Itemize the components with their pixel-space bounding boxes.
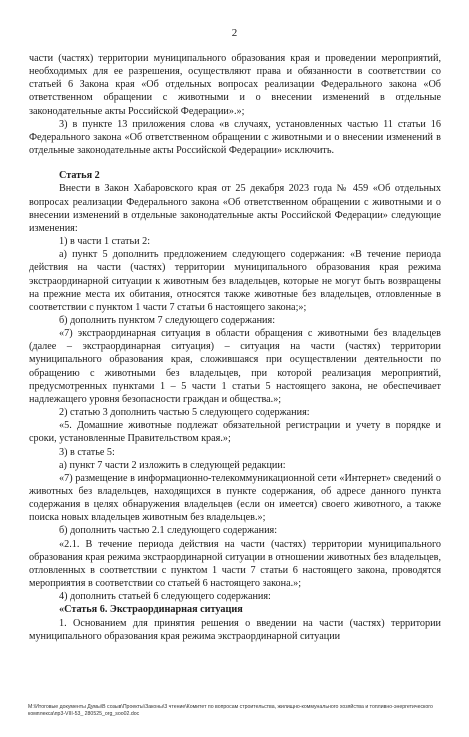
- page-number: 2: [231, 27, 238, 39]
- paragraph: 4) дополнить статьей 6 следующего содержания:: [59, 591, 271, 603]
- paragraph-spacer: [29, 157, 441, 169]
- paragraph: 1) в части 1 статьи 2:: [59, 236, 151, 248]
- paragraph: части (частях) территории муниципального образования края и проведении мероприятий, необходимых для ее разрешения, осуществляют права и обязанности в соответствии со статьей 6 Закона края «Об отдельных вопросах реализации Федерального закона «Об ответственном обращении с животными и о внесении изменений в отдельные законодательные акты Российской Федерации».»;: [29, 53, 441, 117]
- paragraph: Внести в Закон Хабаровского края от 25 декабря 2023 года № 459 «Об отдельных вопросах реализации Федерального закона «Об ответственном обращении с животными и о внесении изменений в отдельные законодательные акты Российской Федерации» следующие изменения:: [29, 183, 441, 234]
- paragraph: «7) экстраординарная ситуация в области обращения с животными без владельцев (далее – экстраординарная ситуация) – ситуация на части (частях) территории муниципального образования края, сложившаяся при осуществлении деятельности по обращению с животными без владельцев, при которой реализация мероприятий, предусмотренных пунктами 1 – 5 части 1 статьи 5 настоящего закона, не обеспечивает надлежащего уровня безопасности граждан и общества.»;: [29, 328, 441, 405]
- article-heading: Статья 2: [59, 170, 100, 182]
- paragraph: б) дополнить частью 2.1 следующего содержания:: [59, 525, 278, 537]
- paragraph: «2.1. В течение периода действия на части (частях) территории муниципального образования края режима экстраординарной ситуации в отношении животных без владельцев, отловленных в соответствии с пунктом 1 части 7 статьи 6 настоящего закона, проводятся мероприятия в соответствии со статьей 6 настоящего закона.»;: [29, 538, 441, 590]
- paragraph: 3) в статье 5:: [59, 446, 115, 458]
- document-body: [29, 52, 441, 643]
- paragraph: 3) в пункте 13 приложения слова «в случаях, установленных частью 11 статьи 16 Федерального закона «Об ответственном обращении с животными и о внесении изменений в отдельные законодательные акты Российской Федерации» исключить.: [29, 118, 441, 157]
- paragraph: б) дополнить пунктом 7 следующего содержания:: [59, 314, 276, 326]
- file-path-footer: M:\Итоговые документы Думы\В созыв\Проекты\Законы\3 чтение\Комитет по вопросам строительства, жилищно-коммунального хозяйства и топливно-энергетического комплекса\пр3-VIII-53_ 280525_org_soo02.doc: [28, 704, 433, 717]
- paragraph: «5. Домашние животные подлежат обязательной регистрации и учету в порядке и сроки, установленные Правительством края.»;: [29, 420, 441, 445]
- article-heading: «Статья 6. Экстраординарная ситуация: [59, 604, 243, 616]
- paragraph: 2) статью 3 дополнить частью 5 следующего содержания:: [59, 407, 310, 419]
- paragraph: «7) размещение в информационно-телекоммуникационной сети «Интернет» сведений о животных без владельцев, находящихся в пункте содержания, об адресе данного пункта содержания в целях обнаружения владельцев (если он имеется) своего животного, а также поиска новых владельцев животным без владельцев.»;: [29, 472, 441, 524]
- paragraph: а) пункт 7 части 2 изложить в следующей редакции:: [59, 459, 286, 471]
- paragraph: 1. Основанием для принятия решения о введении на части (частях) территории муниципального образования края режима экстраординарной ситуации: [29, 617, 441, 642]
- paragraph: а) пункт 5 дополнить предложением следующего содержания: «В течение периода действия на части (частях) территории муниципального образования края режима экстраординарной ситуации к животным без владельцев, которые не могут быть возвращены на прежние места их обитания, относятся также животные без владельцев, отловленные в соответствии с пунктом 1 части 7 статьи 6 настоящего закона;»;: [29, 249, 441, 313]
